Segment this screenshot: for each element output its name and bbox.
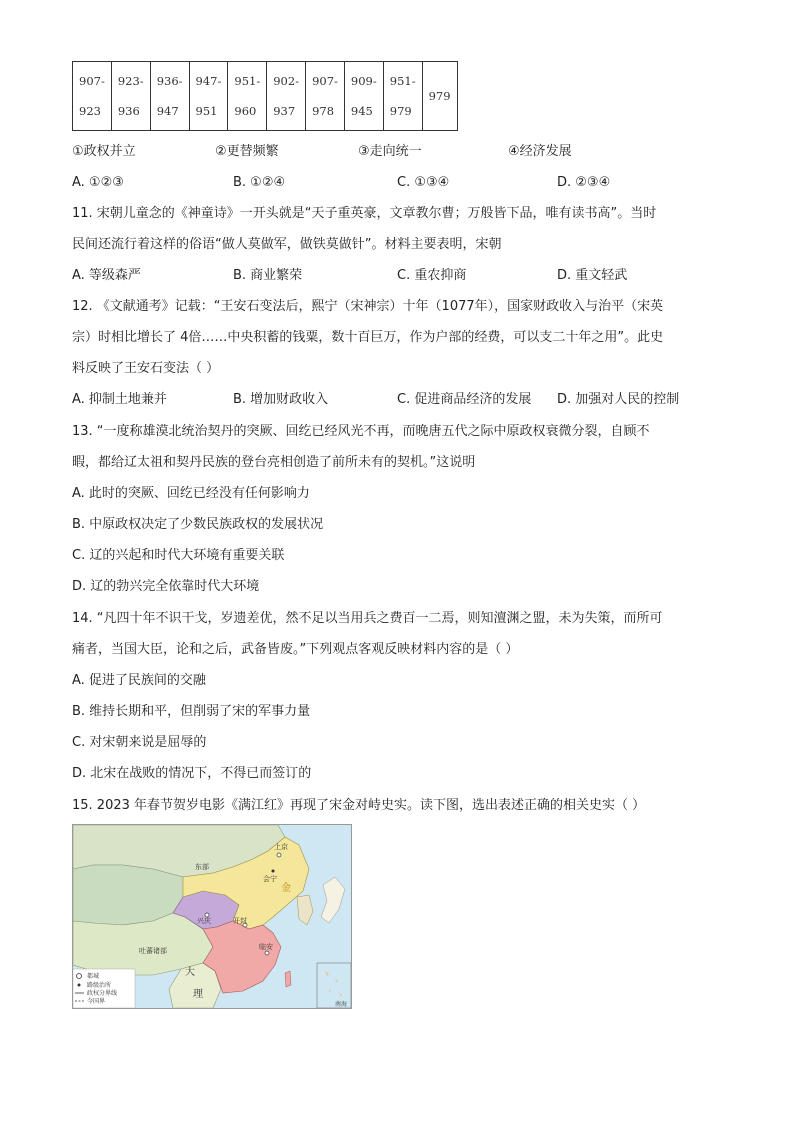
table-cell — [189, 62, 228, 131]
q14-stem-line2: 痛者，当国大臣，论和之后，武备皆废。”下列观点客观反映材料内容的是（ ） — [72, 642, 519, 657]
legend-label-capital: 都城 — [87, 973, 100, 980]
table-cell-text: 960 — [234, 104, 257, 118]
table-cell-text: 951 — [195, 104, 218, 118]
table-cell-text: 979 — [428, 89, 451, 103]
q11-option-d[interactable]: D. 重文轻武 — [557, 268, 628, 283]
table-cell-text: 907- — [312, 74, 338, 88]
q12-option-b[interactable]: B. 增加财政收入 — [233, 392, 329, 407]
q14-option-c[interactable]: C. 对宋朝来说是屈辱的 — [72, 735, 207, 750]
table-cell-text: 936- — [156, 74, 183, 88]
q13-option-c[interactable]: C. 辽的兴起和时代大环境有重要关联 — [72, 548, 285, 563]
q11-option-b[interactable]: B. 商业繁荣 — [233, 268, 303, 283]
table-cell-text: 978 — [312, 104, 335, 118]
label-shangjing: 上京 — [274, 843, 288, 851]
q11-stem-line2: 民间还流行着这样的俗语“做人莫做军，做铁莫做针”。材料主要表明，宋朝 — [72, 237, 502, 252]
q13-stem-line1: 13. “一度称雄漠北统治契丹的突厥、回纥已经风光不再，而晚唐五代之际中原政权衰微分裂，自顾不 — [72, 424, 650, 439]
q12-option-a[interactable]: A. 抑制土地兼并 — [72, 392, 167, 407]
map-region-peninsula — [297, 895, 313, 925]
q10-option-d[interactable]: D. ②③④ — [557, 175, 611, 190]
table-cell-text: 937 — [273, 104, 296, 118]
q14-option-b[interactable]: B. 维持长期和平，但削弱了宋的军事力量 — [72, 704, 311, 719]
table-cell-text: 923 — [79, 104, 101, 118]
q14-option-a[interactable]: A. 促进了民族间的交融 — [72, 673, 206, 688]
q13-stem-line2: 暇，都给辽太祖和契丹民族的登台亮相创造了前所未有的契机。”这说明 — [72, 455, 476, 470]
q12-option-d[interactable]: D. 加强对人民的控制 — [557, 392, 680, 407]
table-cell — [383, 62, 422, 131]
city-marker-shangjing — [277, 853, 281, 857]
city-marker-huining — [272, 870, 275, 873]
table-cell — [73, 62, 112, 131]
q13-option-b[interactable]: B. 中原政权决定了少数民族政权的发展状况 — [72, 517, 324, 532]
q11-option-a[interactable]: A. 等级森严 — [72, 268, 141, 283]
q12-stem-line3: 料反映了王安石变法（ ） — [72, 361, 220, 376]
label-huining: 会宁 — [263, 875, 277, 883]
label-dali-2: 理 — [193, 989, 203, 1000]
map-region-islands — [321, 877, 345, 923]
q11-option-c[interactable]: C. 重农抑商 — [397, 268, 467, 283]
q13-option-a[interactable]: A. 此时的突厥、回纥已经没有任何影响力 — [72, 486, 310, 501]
q15-stem-line1: 15. 2023 年春节贺岁电影《满江红》再现了宋金对峙史实。读下图，选出表述正确的相关史实（ ） — [72, 798, 646, 813]
q10-option-b[interactable]: B. ①②④ — [233, 175, 286, 190]
table-cell — [228, 62, 267, 131]
table-cell — [111, 62, 150, 131]
q10-option-c[interactable]: C. ①③④ — [397, 175, 450, 190]
label-dongbu: 东部 — [195, 863, 209, 871]
table-cell — [150, 62, 189, 131]
table-cell-text: 947 — [156, 104, 179, 118]
table-cell-text: 979 — [389, 104, 412, 118]
city-marker-linan — [265, 951, 269, 955]
q10-item-3: ③走向统一 — [358, 144, 422, 159]
map-svg — [73, 825, 351, 1008]
legend-label-border: 今国界 — [87, 998, 106, 1005]
song-jin-map — [72, 824, 352, 1009]
table-cell — [267, 62, 306, 131]
table-cell-text: 907- — [79, 74, 105, 88]
label-linan: 临安 — [259, 943, 273, 951]
q10-option-a[interactable]: A. ①②③ — [72, 175, 124, 190]
label-xingqing: 兴庆 — [197, 917, 211, 925]
label-tufan: 吐蕃诸部 — [139, 947, 167, 955]
label-jin: 金 — [281, 883, 291, 894]
q10-item-1: ①政权并立 — [72, 144, 136, 159]
label-kaifeng: 开封 — [233, 917, 247, 925]
q14-stem-line1: 14. “凡四十年不识干戈，岁遗差优，然不足以当用兵之费百一二焉，则知澶渊之盟，未为失策，而所可 — [72, 611, 663, 626]
map-region-taiwan — [285, 971, 291, 987]
legend-label-boundary: 政权分界线 — [87, 990, 118, 997]
table-cell-text: 909- — [350, 74, 377, 88]
label-nanhai: 南海 — [335, 1001, 348, 1008]
year-range-table — [72, 61, 458, 131]
table-cell — [344, 62, 383, 131]
table-cell-text: 936 — [117, 104, 140, 118]
table-cell-text: 951- — [389, 74, 416, 88]
q11-stem-line1: 11. 宋朝儿童念的《神童诗》一开头就是“天子重英豪，文章教尔曹；万般皆下品，唯有读书高”。当时 — [72, 206, 657, 221]
table-cell-text: 923- — [117, 74, 144, 88]
table-cell — [306, 62, 345, 131]
q12-option-c[interactable]: C. 促进商品经济的发展 — [397, 392, 532, 407]
q14-option-d[interactable]: D. 北宋在战败的情况下，不得已而签订的 — [72, 766, 312, 781]
q12-stem-line1: 12. 《文献通考》记载：“王安石变法后，熙宁（宋神宗）十年（1077年），国家财政收入与治平（宋英 — [72, 299, 664, 314]
table-cell-text: 902- — [273, 74, 300, 88]
label-dali-1: 大 — [185, 967, 195, 978]
table-cell-text: 945 — [350, 104, 373, 118]
table-cell-text: 951- — [234, 74, 261, 88]
table-cell — [422, 62, 457, 131]
route-seat-legend-icon — [78, 984, 81, 987]
table-row — [73, 62, 458, 131]
legend-label-route: 路级治所 — [87, 982, 112, 989]
q10-item-2: ②更替频繁 — [215, 144, 279, 159]
q12-stem-line2: 宗）时相比增长了 4倍……中央积蓄的钱粟，数十百巨万，作为户部的经费，可以支二十年之用”。此史 — [72, 330, 664, 345]
q13-option-d[interactable]: D. 辽的勃兴完全依靠时代大环境 — [72, 579, 260, 594]
q10-item-4: ④经济发展 — [508, 144, 572, 159]
table-cell-text: 947- — [195, 74, 222, 88]
